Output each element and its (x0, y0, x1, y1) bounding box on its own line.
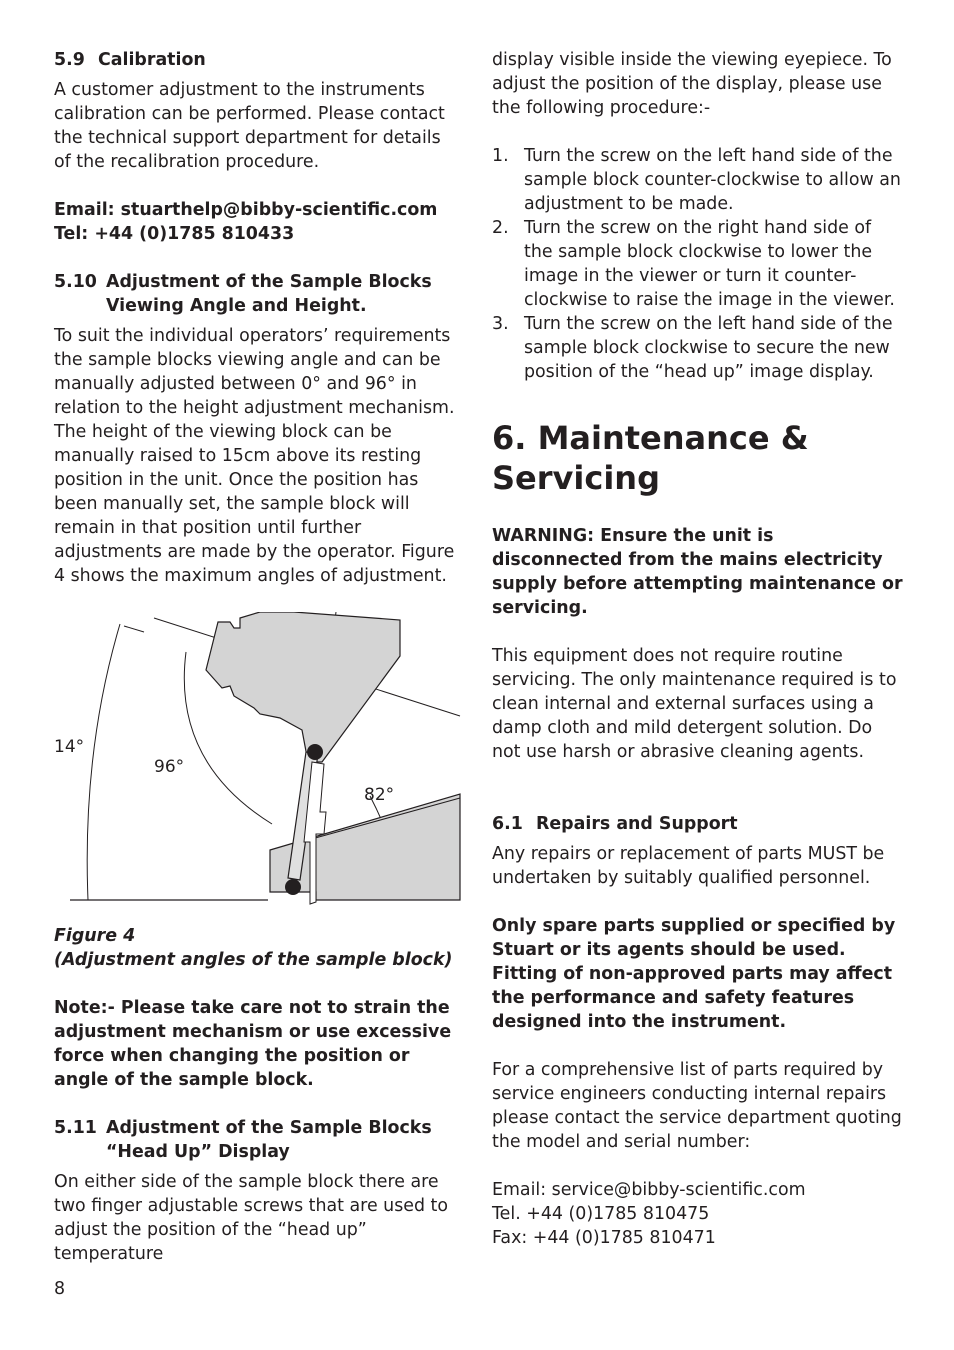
sample-block-head (206, 612, 400, 762)
service-fax: Fax: +44 (0)1785 810471 (492, 1228, 716, 1248)
service-email: Email: service@bibby-scientific.com (492, 1180, 806, 1200)
lower-pivot (285, 879, 301, 895)
step-number: 1. (492, 146, 509, 166)
figure-4-diagram (54, 612, 462, 912)
section-number: 6.1 (492, 814, 523, 834)
calibration-tel: Tel: +44 (0)1785 810433 (54, 224, 295, 244)
list-item (492, 144, 904, 216)
calibration-paragraph: A customer adjustment to the instruments calibration can be performed. Please contact the technical support department for details of the recalibration procedure. (54, 80, 445, 172)
section-title: Adjustment of the Sample Blocks “Head Up” Display (106, 1118, 432, 1162)
section-title: Adjustment of the Sample Blocks Viewing Angle and Height. (106, 272, 432, 316)
step-text: Turn the screw on the right hand side of the sample block clockwise to lower the image in the viewer or turn it counter-clockwise to raise the image in the viewer. (524, 218, 895, 310)
procedure-list (492, 144, 904, 384)
note-paragraph: Note:- Please take care not to strain the adjustment mechanism or use excessive force when changing the position or angle of the sample block. (54, 998, 452, 1090)
head-up-paragraph: On either side of the sample block there are two finger adjustable screws that are used to adjust the position of the “head up” temperature (54, 1172, 448, 1264)
page-number: 8 (54, 1279, 66, 1299)
angle-label-14: 14° (54, 737, 85, 757)
figure-caption (54, 924, 462, 972)
step-text: Turn the screw on the left hand side of the sample block clockwise to secure the new position of the “head up” image display. (524, 314, 893, 382)
service-tel: Tel. +44 (0)1785 810475 (492, 1204, 710, 1224)
section-title: Repairs and Support (536, 814, 738, 834)
section-title: Calibration (98, 50, 206, 70)
continued-paragraph: display visible inside the viewing eyepiece. To adjust the position of the display, please use the following procedure:- (492, 50, 892, 118)
section-5-11-heading (54, 1116, 462, 1164)
warning-paragraph: WARNING: Ensure the unit is disconnected from the mains electricity supply before attempting maintenance or servicing. (492, 526, 903, 618)
right-column (492, 48, 904, 1250)
section-number: 5.10 (54, 272, 97, 292)
figure-caption-text: (Adjustment angles of the sample block) (54, 950, 453, 970)
angle-label-96: 96° (154, 757, 185, 777)
parts-list-paragraph: For a comprehensive list of parts required by service engineers conducting internal repairs please contact the service department quoting the model and serial number: (492, 1060, 902, 1152)
step-number: 3. (492, 314, 509, 334)
upper-pivot (307, 744, 323, 760)
list-item (492, 312, 904, 384)
section-6-1-heading (492, 812, 904, 836)
chapter-6-heading: 6. Maintenance & Servicing (492, 419, 809, 497)
viewing-angle-paragraph: To suit the individual operators’ requirements the sample blocks viewing angle and can be manually adjusted between 0° and 96° in relation to the height adjustment mechanism. The height of the viewing block can be manually raised to 15cm above its resting position in the unit. Once the position has been manually set, the sample block will remain in that position until further adjustments are made by the operator. Figure 4 shows the maximum angles of adjustment. (54, 326, 455, 586)
step-text: Turn the screw on the left hand side of the sample block counter-clockwise to allow an adjustment to be made. (524, 146, 901, 214)
step-number: 2. (492, 218, 509, 238)
arc-14 (87, 624, 120, 900)
section-5-10-heading (54, 270, 462, 318)
repairs-paragraph: Any repairs or replacement of parts MUST be undertaken by suitably qualified personnel. (492, 844, 885, 888)
spare-parts-warning: Only spare parts supplied or specified by Stuart or its agents should be used. Fitting of non-approved parts may affect the performance and safety features designed into the instrument. (492, 916, 896, 1032)
list-item (492, 216, 904, 312)
section-number: 5.11 (54, 1118, 97, 1138)
left-column (54, 48, 462, 1266)
figure-caption-title: Figure 4 (54, 926, 136, 946)
maintenance-paragraph: This equipment does not require routine servicing. The only maintenance required is to clean internal and external surfaces using a damp cloth and mild detergent solution. Do not use harsh or abrasive cleaning agents. (492, 646, 897, 762)
angle-label-82: 82° (364, 785, 395, 805)
sample-block-drawing (54, 612, 462, 912)
arc-tick (124, 626, 144, 632)
calibration-email: Email: stuarthelp@bibby-scientific.com (54, 200, 438, 220)
section-number: 5.9 (54, 50, 85, 70)
section-5-9-heading (54, 48, 462, 72)
